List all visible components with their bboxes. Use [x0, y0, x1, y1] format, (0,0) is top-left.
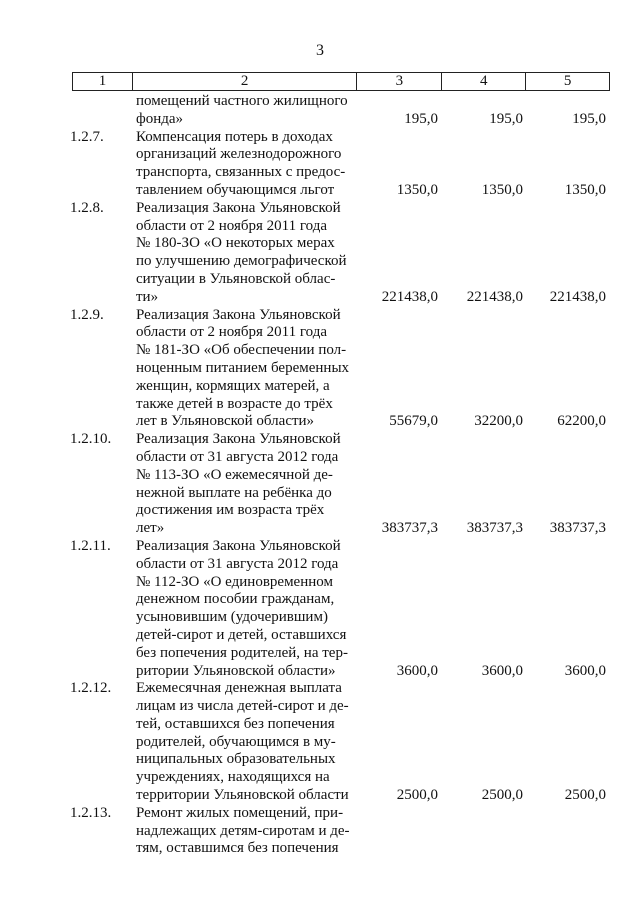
row-description: Ежемесячная денежная выплата лицам из числа детей-сирот и де- тей, оставшихся без попечения родителей, обучающимся в му- ниципальных образовательных учреждениях, находящихся на территории Ульяновской области [136, 680, 349, 804]
table-row [0, 307, 640, 432]
value-col-4: 3600,0 [481, 662, 523, 679]
value-col-3: 1350,0 [396, 181, 438, 198]
value-col-4: 195,0 [489, 110, 523, 127]
table-row [0, 538, 640, 680]
value-col-4: 1350,0 [481, 181, 523, 198]
value-col-4: 2500,0 [481, 787, 523, 804]
header-col-4: 4 [442, 73, 526, 91]
table-row [0, 200, 640, 307]
value-col-3: 2500,0 [396, 787, 438, 804]
table-row [0, 93, 640, 129]
header-col-1: 1 [73, 73, 133, 91]
table-row [0, 680, 640, 805]
value-col-5: 221438,0 [549, 288, 606, 305]
value-col-4: 221438,0 [466, 288, 523, 305]
page-number: 3 [316, 42, 324, 59]
header-col-3: 3 [357, 73, 442, 91]
value-col-4: 32200,0 [474, 413, 523, 430]
table-row [0, 129, 640, 200]
value-col-3: 221438,0 [381, 288, 438, 305]
row-description: Реализация Закона Ульяновской области от 31 августа 2012 года № 113-ЗО «О ежемесячной де- нежной выплате на ребёнка до достижения им возраста трёх лет» [136, 431, 341, 537]
row-number: 1.2.13. [70, 804, 112, 821]
row-description: помещений частного жилищного фонда» [136, 93, 348, 127]
value-col-5: 383737,3 [549, 520, 606, 537]
row-description: Компенсация потерь в доходах организаций железнодорожного транспорта, связанных с предос- тавлением обучающимся льгот [136, 128, 346, 198]
row-number: 1.2.11. [70, 537, 111, 554]
row-number: 1.2.7. [70, 128, 104, 145]
value-col-5: 1350,0 [564, 181, 606, 198]
value-col-5: 2500,0 [564, 787, 606, 804]
value-col-3: 3600,0 [396, 662, 438, 679]
row-number: 1.2.8. [70, 199, 104, 216]
value-col-5: 62200,0 [557, 413, 606, 430]
value-col-3: 195,0 [404, 110, 438, 127]
table-row [0, 431, 640, 538]
row-description: Реализация Закона Ульяновской области от 31 августа 2012 года № 112-ЗО «О единовременном денежном пособии гражданам, усыновившим (удочерившим) детей-сирот и детей, оставшихся без попечения родителей, на тер- ритории Ульяновской области» [136, 537, 348, 679]
row-description: Реализация Закона Ульяновской области от 2 ноября 2011 года № 180-ЗО «О некоторых мерах по улучшению демографической ситуации в Ульяновской облас- ти» [136, 199, 347, 305]
header-col-2: 2 [132, 73, 357, 91]
row-description: Реализация Закона Ульяновской области от 2 ноября 2011 года № 181-ЗО «Об обеспечении пол- ноценным питанием беременных женщин, кормящих матерей, а также детей в возрасте до трёх лет в Ульяновской области» [136, 306, 350, 430]
value-col-5: 195,0 [572, 110, 606, 127]
value-col-3: 383737,3 [381, 520, 438, 537]
table-body [0, 93, 640, 858]
row-number: 1.2.10. [70, 431, 112, 448]
header-col-5: 5 [526, 73, 610, 91]
table-header [72, 72, 610, 91]
row-number: 1.2.12. [70, 680, 112, 697]
row-number: 1.2.9. [70, 306, 104, 323]
value-col-3: 55679,0 [389, 413, 438, 430]
value-col-4: 383737,3 [466, 520, 523, 537]
row-description: Ремонт жилых помещений, при- надлежащих детям-сиротам и де- тям, оставшимся без попечения [136, 804, 350, 857]
value-col-5: 3600,0 [564, 662, 606, 679]
table-row [0, 805, 640, 858]
